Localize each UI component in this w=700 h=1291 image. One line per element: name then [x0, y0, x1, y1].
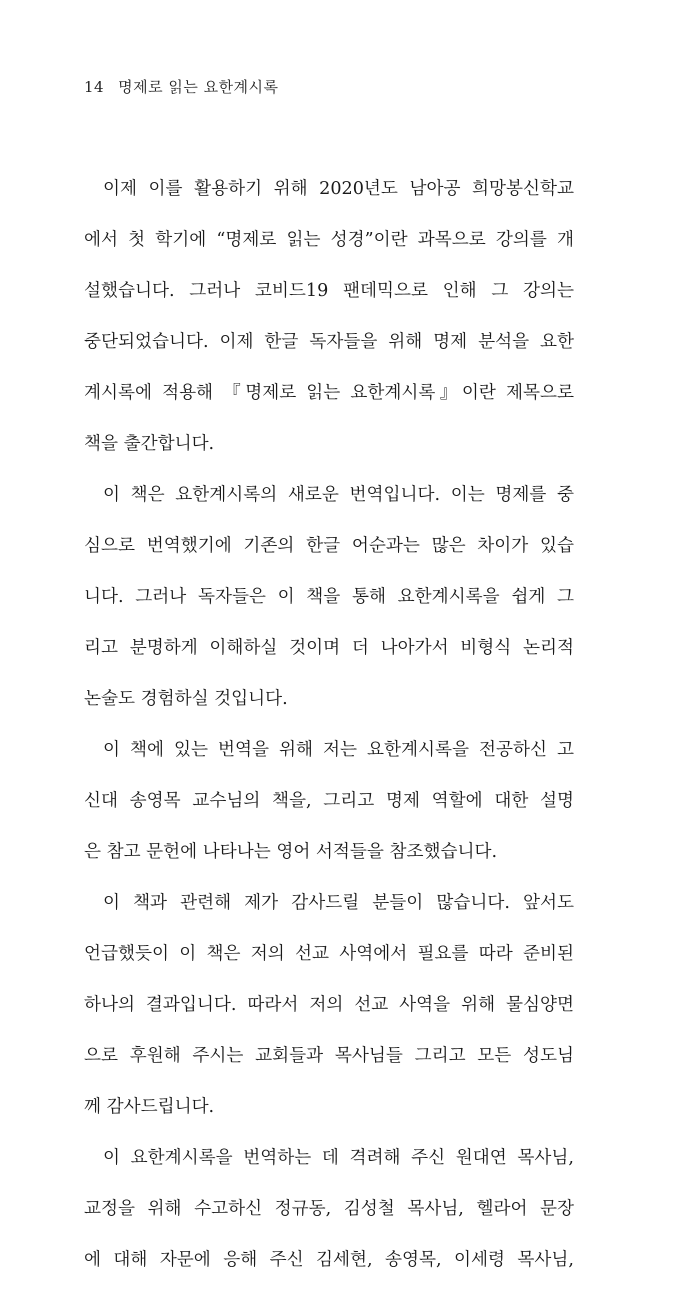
text-line: 심으로 번역했기에 기존의 한글 어순과는 많은 차이가 있습	[84, 536, 574, 556]
text-line: 은 참고 문헌에 나타나는 영어 서적들을 참조했습니다.	[84, 842, 498, 862]
text-line: 설했습니다. 그러나 코비드19 팬데믹으로 인해 그 강의는	[84, 281, 574, 301]
text-line: 중단되었습니다. 이제 한글 독자들을 위해 명제 분석을 요한	[84, 332, 574, 352]
text-line: 에서 첫 학기에 “명제로 읽는 성경”이란 과목으로 강의를 개	[84, 230, 574, 250]
paragraph-1	[84, 169, 574, 475]
text-line: 논술도 경험하실 것입니다.	[84, 689, 288, 709]
text-line: 께 감사드립니다.	[84, 1097, 215, 1117]
text-line: 언급했듯이 이 책은 저의 선교 사역에서 필요를 따라 준비된	[84, 944, 574, 964]
text-line: 이 책은 요한계시록의 새로운 번역입니다. 이는 명제를 중	[103, 485, 574, 505]
paragraph-5	[84, 1138, 574, 1291]
page-number: 14	[84, 78, 105, 96]
body-text	[84, 169, 574, 1291]
text-line: 이 책과 관련해 제가 감사드릴 분들이 많습니다. 앞서도	[103, 893, 574, 913]
text-line: 책을 출간합니다.	[84, 434, 215, 454]
text-line: 하나의 결과입니다. 따라서 저의 선교 사역을 위해 물심양면	[84, 995, 574, 1015]
text-line: 리고 분명하게 이해하실 것이며 더 나아가서 비형식 논리적	[84, 638, 574, 658]
text-line: 교정을 위해 수고하신 정규동, 김성철 목사님, 헬라어 문장	[84, 1199, 574, 1219]
text-line: 이 책에 있는 번역을 위해 저는 요한계시록을 전공하신 고	[103, 740, 574, 760]
text-line: 으로 후원해 주시는 교회들과 목사님들 그리고 모든 성도님	[84, 1046, 574, 1066]
text-line: 계시록에 적용해 『명제로 읽는 요한계시록』이란 제목으로	[84, 383, 574, 403]
book-title: 명제로 읽는 요한계시록	[118, 78, 279, 96]
text-line: 니다. 그러나 독자들은 이 책을 통해 요한계시록을 쉽게 그	[84, 587, 574, 607]
paragraph-3	[84, 730, 574, 883]
text-line: 이 요한계시록을 번역하는 데 격려해 주신 원대연 목사님,	[103, 1148, 574, 1168]
paragraph-2	[84, 475, 574, 730]
running-header	[84, 76, 279, 97]
text-line: 이제 이를 활용하기 위해 2020년도 남아공 희망봉신학교	[103, 179, 574, 199]
paragraph-4	[84, 883, 574, 1138]
text-line: 에 대해 자문에 응해 주신 김세현, 송영목, 이세령 목사님,	[84, 1250, 574, 1270]
text-line: 신대 송영목 교수님의 책을, 그리고 명제 역할에 대한 설명	[84, 791, 574, 811]
